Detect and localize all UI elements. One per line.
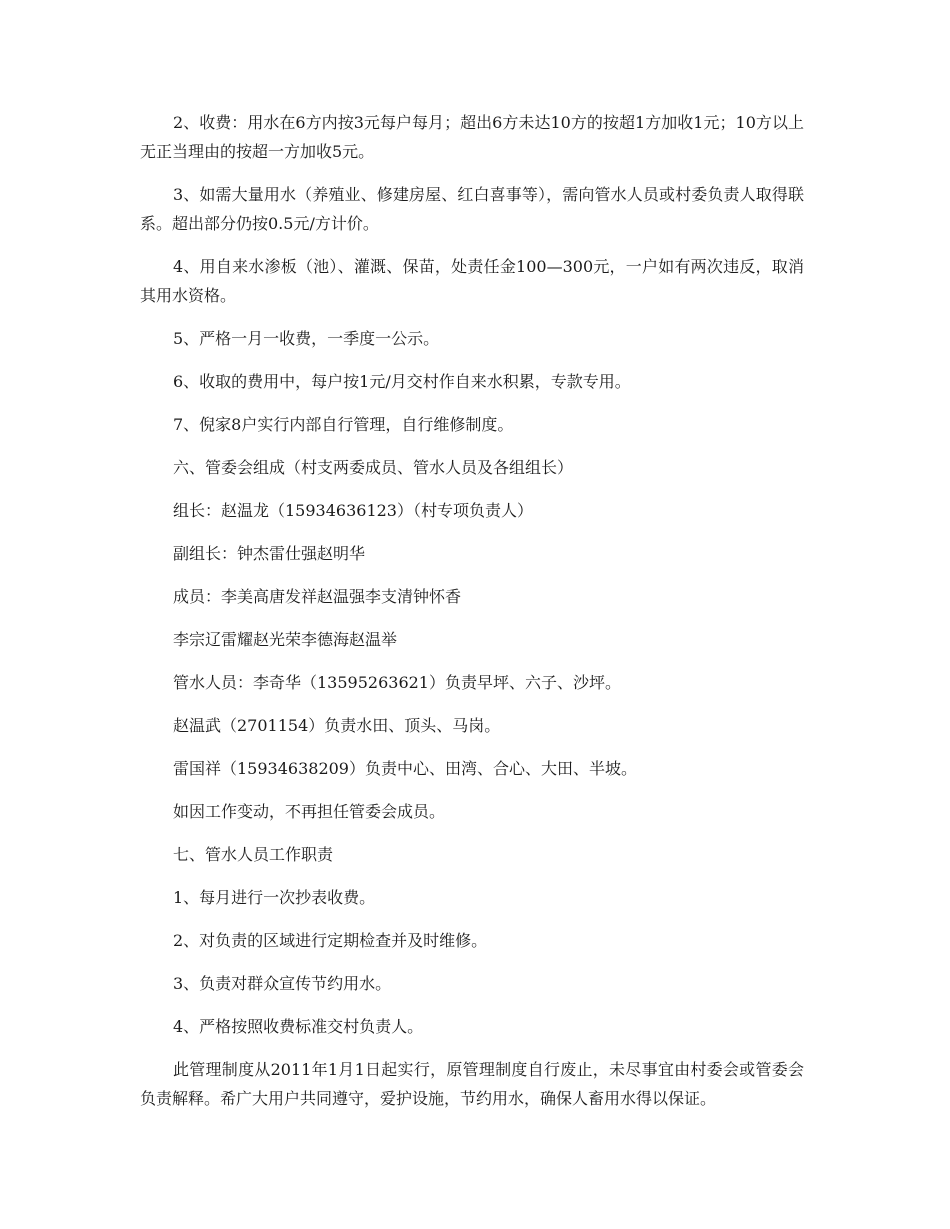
rule-self-management: 7、倪家8户实行内部自行管理，自行维修制度。 — [173, 415, 514, 434]
rule-fee-standard: 2、收费：用水在6方内按3元每户每月；超出6方未达10方的按超1方加收1元；10方以上无正当理由的按超一方加收5元。 — [140, 113, 804, 161]
water-manager-1: 管水人员：李奇华（13595263621）负责早坪、六子、沙坪。 — [173, 673, 621, 692]
section-heading-committee: 六、管委会组成（村支两委成员、管水人员及各组组长） — [173, 458, 574, 477]
committee-members-continued: 李宗辽雷耀赵光荣李德海赵温举 — [173, 630, 398, 649]
rule-fee-allocation: 6、收取的费用中，每户按1元/月交村作自来水积累，专款专用。 — [173, 372, 631, 391]
document-body — [140, 108, 804, 1127]
duty-publicity: 3、负责对群众宣传节约用水。 — [173, 974, 392, 993]
committee-leader: 组长：赵温龙（15934636123）（村专项负责人） — [173, 501, 533, 520]
committee-deputy-leaders: 副组长：钟杰雷仕强赵明华 — [173, 544, 366, 563]
duty-fee-handover: 4、严格按照收费标准交村负责人。 — [173, 1017, 424, 1036]
committee-members: 成员：李美高唐发祥赵温强李支清钟怀香 — [173, 587, 462, 606]
rule-penalty: 4、用自来水渗板（池）、灌溉、保苗，处责任金100—300元，一户如有两次违反，取消其用水资格。 — [140, 257, 804, 305]
duty-meter-reading: 1、每月进行一次抄表收费。 — [173, 888, 376, 907]
duty-inspection: 2、对负责的区域进行定期检查并及时维修。 — [173, 931, 488, 950]
water-manager-2: 赵温武（2701154）负责水田、顶头、马岗。 — [173, 716, 501, 735]
water-manager-3: 雷国祥（15934638209）负责中心、田湾、合心、大田、半坡。 — [173, 759, 637, 778]
closing-statement: 此管理制度从2011年1月1日起实行，原管理制度自行废止，未尽事宜由村委会或管委会负责解释。希广大用户共同遵守，爱护设施，节约用水，确保人畜用水得以保证。 — [140, 1060, 804, 1108]
rule-monthly-collection: 5、严格一月一收费，一季度一公示。 — [173, 329, 440, 348]
section-heading-duties: 七、管水人员工作职责 — [173, 845, 334, 864]
committee-note: 如因工作变动，不再担任管委会成员。 — [173, 802, 446, 821]
rule-bulk-water-use: 3、如需大量用水（养殖业、修建房屋、红白喜事等），需向管水人员或村委负责人取得联系。超出部分仍按0.5元/方计价。 — [140, 185, 804, 233]
